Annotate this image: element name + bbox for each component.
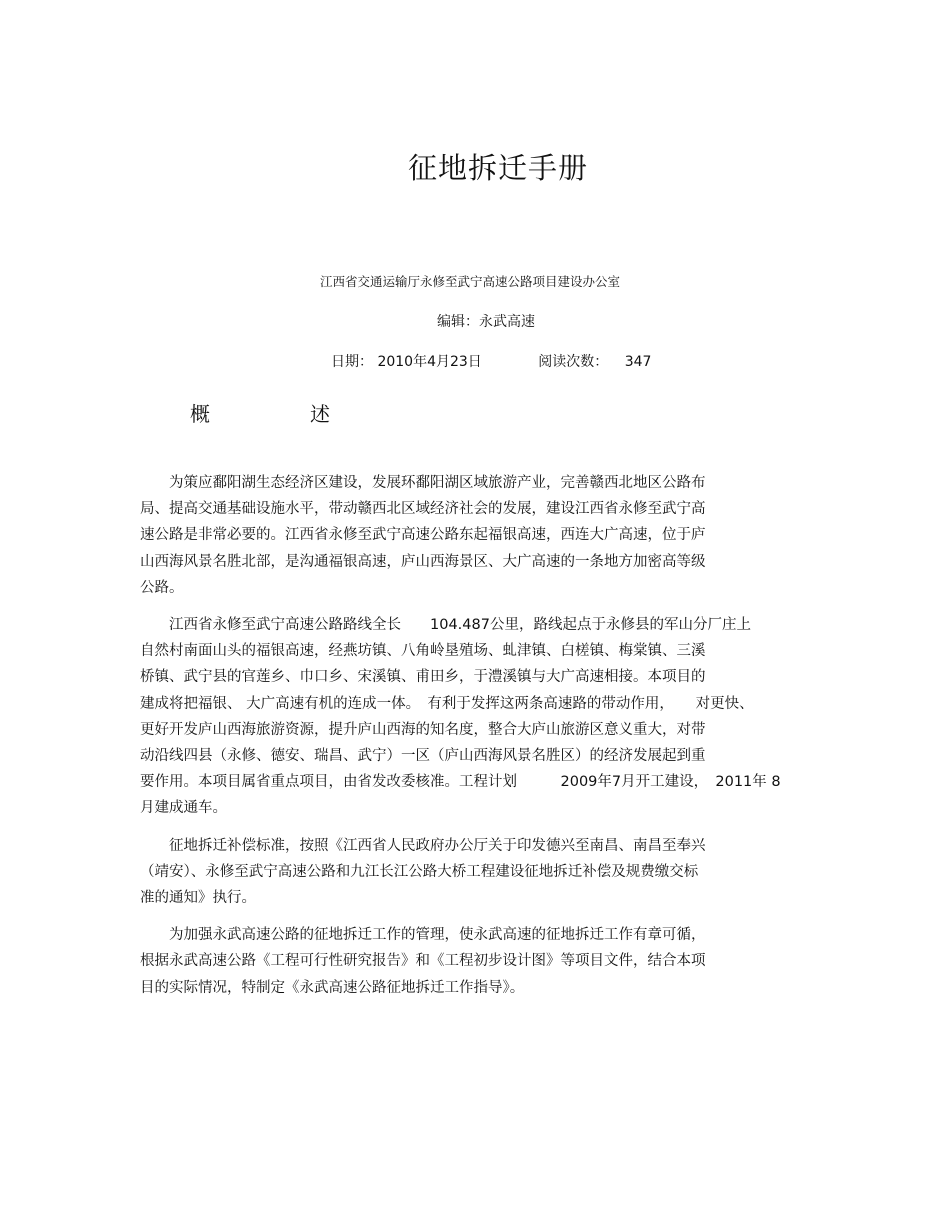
text-line: 局、提高交通基础设施水平，带动赣西北区域经济社会的发展，建设江西省永修至武宁高 xyxy=(140,501,706,518)
date-label: 日期： xyxy=(331,354,373,370)
text-line: 为策应鄱阳湖生态经济区建设，发展环鄱阳湖区域旅游产业，完善赣西北地区公路布 xyxy=(140,475,706,491)
paragraph xyxy=(140,833,800,912)
section-heading-char-2: 述 xyxy=(310,402,330,426)
text-line: 江西省永修至武宁高速公路路线全长 104.487公里，路线起点于永修县的军山分厂庄上 xyxy=(140,617,751,634)
paragraph xyxy=(140,922,800,1001)
text-line: 月建成通车。 xyxy=(140,800,227,817)
text-line: 更好开发庐山西海旅游资源，提升庐山西海的知名度，整合大庐山旅游区意义重大，对带 xyxy=(140,721,706,738)
text-line: （靖安）、永修至武宁高速公路和九江长江公路大桥工程建设征地拆迁补偿及规费缴交标 xyxy=(140,863,699,880)
reads-label: 阅读次数： xyxy=(538,354,609,370)
text-line: 建成将把福银、 大广高速有机的连成一体。 有利于发挥这两条高速路的带动作用， 对更快、 xyxy=(140,695,754,712)
text-line: 根据永武高速公路《工程可行性研究报告》和《工程初步设计图》等项目文件，结合本项 xyxy=(140,953,706,970)
document-title: 征地拆迁手册 xyxy=(407,151,588,185)
text-line: 山西海风景名胜北部，是沟通福银高速，庐山西海景区、大广高速的一条地方加密高等级 xyxy=(140,553,706,570)
editor-line: 编辑：永武高速 xyxy=(437,314,535,330)
text-line: 征地拆迁补偿标准，按照《江西省人民政府办公厅关于印发德兴至南昌、南昌至奉兴 xyxy=(140,837,706,854)
section-heading-char-1: 概 xyxy=(190,402,210,426)
text-line: 速公路是非常必要的。江西省永修至武宁高速公路东起福银高速，西连大广高速，位于庐 xyxy=(140,527,706,544)
organization-line: 江西省交通运输厅永修至武宁高速公路项目建设办公室 xyxy=(319,274,620,289)
text-line: 准的通知》执行。 xyxy=(140,890,256,907)
paragraph xyxy=(140,470,800,601)
text-line: 为加强永武高速公路的征地拆迁工作的管理，使永武高速的征地拆迁工作有章可循， xyxy=(140,927,706,944)
text-line: 目的实际情况，特制定《永武高速公路征地拆迁工作指导》。 xyxy=(140,979,525,996)
date-value: 2010年4月23日 xyxy=(377,354,482,370)
text-line: 桥镇、武宁县的官莲乡、巾口乡、宋溪镇、甫田乡，于澧溪镇与大广高速相接。本项目的 xyxy=(140,669,706,686)
paragraph xyxy=(140,612,800,822)
meta-line xyxy=(331,351,651,371)
text-line: 公路。 xyxy=(140,579,184,596)
document-body xyxy=(140,470,800,1012)
section-heading xyxy=(190,398,330,427)
reads-count: 347 xyxy=(624,354,652,370)
text-line: 要作用。本项目属省重点项目，由省发改委核准。工程计划 2009年7月开工建设， 2011年 8 xyxy=(140,774,781,791)
text-line: 动沿线四县（永修、德安、瑞昌、武宁）一区（庐山西海风景名胜区）的经济发展起到重 xyxy=(140,748,706,765)
text-line: 自然村南面山头的福银高速，经燕坊镇、八角岭垦殖场、虬津镇、白槎镇、梅棠镇、三溪 xyxy=(140,643,706,660)
